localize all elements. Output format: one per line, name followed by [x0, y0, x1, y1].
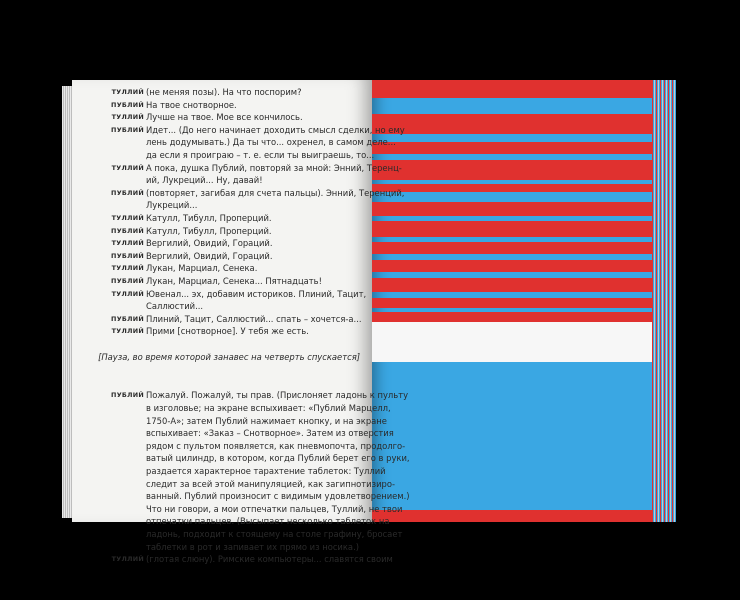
play-script-text: [98, 86, 410, 566]
dialogue-line: [98, 187, 405, 200]
line-text: таблетки в рот и запивает их прямо из носика.): [146, 541, 359, 552]
line-text: Катулл, Тибулл, Проперций.: [146, 225, 272, 236]
speaker-name: ПУБЛИЙ: [111, 391, 144, 400]
speaker-name: ТУЛЛИЙ: [111, 213, 144, 222]
dialogue-line: [98, 149, 375, 162]
page-edge-line: [654, 80, 655, 522]
red-stripe: [372, 221, 654, 237]
red-stripe: [372, 510, 654, 522]
page-edge-line: [658, 80, 659, 522]
line-text: ватый цилиндр, в котором, когда Публий берет его в руки,: [146, 453, 410, 464]
line-text: ванный. Публий произносит с видимым удовлетворением.): [146, 491, 410, 502]
speaker-name: ПУБЛИЙ: [111, 276, 144, 285]
dialogue-line: [98, 174, 366, 187]
page-edge-line: [656, 80, 657, 522]
dialogue-block-1: [98, 86, 405, 338]
red-stripe: [372, 160, 654, 180]
dialogue-line: [98, 162, 402, 175]
speaker-name: ПУБЛИЙ: [111, 125, 144, 134]
line-text: Катулл, Тибулл, Проперций.: [146, 212, 272, 223]
white-band: [372, 322, 654, 362]
dialogue-line: [98, 250, 366, 263]
line-text: раздается характерное тарахтение таблеток: Туллий: [146, 466, 386, 477]
page-edge-line: [666, 80, 667, 522]
line-text: 1750-А»; затем Публий нажимает кнопку, и на экране: [146, 415, 387, 426]
stage-direction: [98, 351, 366, 364]
line-text: (не меняя позы). На что поспорим?: [146, 87, 302, 97]
page-edge-line: [672, 80, 673, 522]
dialogue-line: [98, 225, 366, 238]
dialogue-line: [98, 478, 395, 491]
line-text: Что ни говори, а мои отпечатки пальцев, Туллий, не твои: [146, 503, 403, 514]
page-edge-line: [668, 80, 669, 522]
line-text: да если я проиграю – т. е. если ты выиграешь, то...: [146, 149, 375, 160]
dialogue-line: [98, 288, 366, 301]
line-text: ий, Лукреций... Ну, давай!: [146, 175, 263, 186]
line-text: Идет... (До него начинает доходить смысл сделки, но ему: [146, 124, 405, 135]
line-text: Вергилий, Овидий, Гораций.: [146, 238, 273, 249]
line-text: Саллюстий...: [146, 301, 204, 312]
dialogue-line: [98, 415, 387, 428]
dialogue-line: [98, 99, 366, 112]
page-edge-line: [660, 80, 661, 522]
dialogue-line: [98, 111, 366, 124]
line-text: Лукреций...: [146, 200, 198, 211]
dialogue-line: [98, 553, 393, 566]
line-text: (повторяет, загибая для счета пальцы). Энний, Теренций,: [146, 187, 405, 198]
line-text: А пока, душка Публий, повторяй за мной: Энний, Теренц-: [146, 162, 402, 173]
speaker-name: ПУБЛИЙ: [111, 251, 144, 260]
dialogue-line: [98, 541, 366, 554]
page-edge-line: [674, 80, 675, 522]
dialogue-line: [98, 402, 391, 415]
dialogue-line: [98, 313, 366, 326]
speaker-name: ПУБЛИЙ: [111, 188, 144, 197]
speaker-name: ПУБЛИЙ: [111, 100, 144, 109]
red-stripe: [372, 184, 654, 192]
speaker-name: ТУЛЛИЙ: [111, 88, 144, 96]
speaker-name: ТУЛЛИЙ: [111, 289, 144, 298]
dialogue-line: [98, 237, 366, 250]
stage-direction-text: [Пауза, во время которой занавес на четверть спускается]: [98, 351, 360, 362]
line-text: Пожалуй. Пожалуй, ты прав. (Прислоняет ладонь к пульту: [146, 390, 409, 401]
dialogue-line: [98, 427, 394, 440]
red-stripe: [372, 114, 654, 134]
speaker-name: ТУЛЛИЙ: [111, 555, 144, 564]
red-stripe: [372, 202, 654, 216]
speaker-name: ПУБЛИЙ: [111, 226, 144, 235]
line-text: Лучше на твое. Мое все кончилось.: [146, 112, 303, 123]
right-page-edges: [652, 80, 676, 522]
line-text: (глотая слюну). Римские компьютеры... славятся своим: [146, 554, 393, 565]
line-text: На твое снотворное.: [146, 99, 237, 110]
line-text: следит за всей этой манипуляцией, как загипнотизиро-: [146, 478, 395, 489]
line-text: Вергилий, Овидий, Гораций.: [146, 250, 273, 261]
dialogue-line: [98, 212, 366, 225]
dialogue-line: [98, 325, 366, 338]
dialogue-line: [98, 124, 405, 137]
dialogue-line: [98, 440, 406, 453]
page-edge-line: [670, 80, 671, 522]
line-text: вспыхивает: «Заказ – Снотворное». Затем из отверстия: [146, 428, 394, 439]
line-text: Плиний, Тацит, Саллюстий... спать – хочется-а...: [146, 313, 362, 324]
red-stripe: [372, 242, 654, 254]
dialogue-line: [98, 86, 366, 99]
speaker-name: ТУЛЛИЙ: [111, 163, 144, 172]
right-page-stripe-artwork: [372, 80, 654, 522]
dialogue-line: [98, 490, 410, 503]
speaker-name: ТУЛЛИЙ: [111, 264, 144, 273]
dialogue-line: [98, 465, 386, 478]
dialogue-line: [98, 199, 366, 212]
speaker-name: ТУЛЛИЙ: [111, 113, 144, 122]
red-stripe: [372, 80, 654, 98]
dialogue-line: [98, 452, 410, 465]
line-text: в изголовье; на экране вспыхивает: «Публий Марцелл,: [146, 403, 391, 414]
speaker-name: ТУЛЛИЙ: [111, 239, 144, 248]
dialogue-line: [98, 515, 390, 528]
line-text: Лукан, Марциал, Сенека.: [146, 263, 258, 274]
dialogue-line: [98, 275, 366, 288]
dialogue-line: [98, 528, 403, 541]
line-text: ладонь, подходит к стоящему на столе графину, бросает: [146, 529, 403, 539]
red-stripe: [372, 278, 654, 292]
line-text: отпечатки пальцев. (Высыпает несколько таблеток на: [146, 516, 390, 527]
dialogue-line: [98, 503, 403, 516]
dialogue-line: [98, 262, 366, 275]
page-edge-line: [662, 80, 663, 522]
dialogue-line: [98, 300, 366, 313]
line-text: лень додумывать.) Да ты что... охренел, в самом деле...: [146, 137, 396, 148]
page-edge-line: [652, 80, 653, 522]
page-edge-line: [664, 80, 665, 522]
line-text: рядом с пультом появляется, как пневмопочта, продолго-: [146, 440, 406, 451]
red-stripe: [372, 260, 654, 272]
dialogue-block-2: [98, 389, 410, 565]
speaker-name: ТУЛЛИЙ: [111, 327, 144, 336]
red-stripe: [372, 142, 654, 154]
line-text: Лукан, Марциал, Сенека... Пятнадцать!: [146, 275, 322, 286]
speaker-name: ПУБЛИЙ: [111, 314, 144, 323]
dialogue-line: [98, 389, 409, 402]
line-text: Ювенал... эх, добавим историков. Плиний, Тацит,: [146, 288, 367, 299]
dialogue-line: [98, 136, 396, 149]
line-text: Прими [снотворное]. У тебя же есть.: [146, 326, 309, 337]
red-stripe: [372, 298, 654, 308]
